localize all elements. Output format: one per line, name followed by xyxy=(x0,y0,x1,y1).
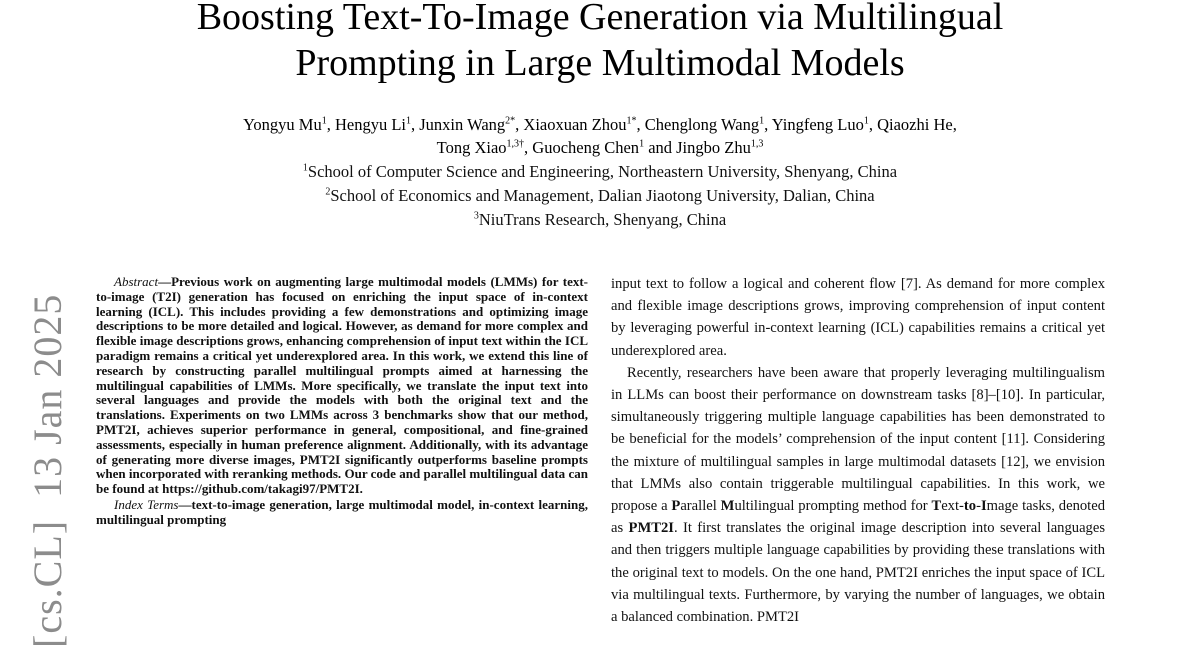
author-name: Tong Xiao xyxy=(436,138,507,157)
affiliation-list xyxy=(0,160,1200,232)
author-affiliation-mark: 1 xyxy=(863,115,869,127)
author-list: Yongyu Mu$^1$, Hengyu Li$^1$, Junxin Wang$^{2*}$, Xiaoxuan Zhou$^{1*}$, Chenglong Wang$^1$, Yingfeng Luo$^1$, Qiaozhi He, Tong Xiao$^{1,3\dagger}$, Guocheng Chen$^1$ and Jingbo Zhu$^{1,3}$ xyxy=(243,115,957,157)
author-name: Hengyu Li xyxy=(334,115,406,134)
method-name-part: arallel xyxy=(680,498,721,515)
intro-paragraph-2-end: . It first translates the original image description into several languages and then triggers multiple language capabilities by providing these translations with the original text to models. On the one hand, PMT2I enriches the input space of ICL via multilingual texts. Furthermore, by varying the number of languages, we obtain a balanced combination. PMT2I xyxy=(611,520,1105,626)
left-column xyxy=(96,275,588,528)
affiliation-mark: 3 xyxy=(473,210,479,222)
arxiv-side-stamp xyxy=(25,293,70,648)
method-name-part: - xyxy=(976,498,981,515)
intro-paragraph-2 xyxy=(611,362,1105,628)
author-affiliation-mark: 1 xyxy=(759,115,765,127)
index-terms-text: text-to-image generation, large multimodal model, in-context learning, multilingual prompting xyxy=(96,496,588,527)
affiliation-text: School of Computer Science and Engineering, Northeastern University, Shenyang, China xyxy=(307,162,898,181)
author-name: Junxin Wang xyxy=(419,115,506,134)
index-terms xyxy=(96,498,588,528)
method-name-part: PMT2I xyxy=(628,520,674,537)
abstract-text: Previous work on augmenting large multimodal models (LMMs) for text-to-image (T2I) generation has focused on enriching the input space of in-context learning (ICL). This includes providing a few demonstrations and optimizing image descriptions to be more detailed and logical. However, as demand for more complex and flexible image descriptions grows, enhancing comprehension of input text within the ICL paradigm remains a critical yet underexplored area. In this work, we extend this line of research by constructing parallel multilingual prompts aimed at harnessing the multilingual capabilities of LMMs. More specifically, we translate the input text into several languages and provide the models with both the original text and the translations. Experiments on two LMMs across 3 benchmarks show that our method, PMT2I, achieves superior performance in general, compositional, and fine-grained assessments, especially in human preference alignment. Additionally, with its advantage of generating more diverse images, PMT2I significantly outperforms baseline prompts when incorporated with reranking methods. Our code and parallel multilingual data can be found at https://github.com/takagi97/PMT2I. xyxy=(96,274,588,497)
method-name-part: to xyxy=(963,498,977,515)
arxiv-category: [cs.CL] xyxy=(25,519,70,648)
intro-paragraph-2-start: Recently, researchers have been aware that properly leveraging multilingualism in LLMs can boost their performance on downstream tasks [8]–[10]. In particular, simultaneously triggering multiple language capabilities has been demonstrated to be beneficial for the models’ comprehension of the input content [11]. Considering the mixture of multilingual samples in large multimodal datasets [12], we envision that LMMs also contain triggerable multilingual capabilities. In this work, we propose a xyxy=(611,364,1105,515)
abstract-dash: — xyxy=(158,274,172,289)
author-affiliation-mark: 1,3 xyxy=(750,138,764,150)
affiliation xyxy=(0,184,1200,208)
method-name-part: T xyxy=(931,498,942,515)
author-name: Yongyu Mu xyxy=(243,115,322,134)
author-name: Xiaoxuan Zhou xyxy=(523,115,627,134)
author-affiliation-mark: 1 xyxy=(405,115,411,127)
author-name: Yingfeng Luo xyxy=(771,115,864,134)
affiliation xyxy=(0,160,1200,184)
method-name-part: mage tasks, denoted as xyxy=(611,498,1105,537)
author-affiliation-mark: 1* xyxy=(626,115,637,127)
method-name-part: ultilingual prompting method for xyxy=(734,498,932,515)
paper-title xyxy=(0,0,1200,86)
method-name-part: P xyxy=(671,498,681,515)
affiliation xyxy=(0,208,1200,232)
title-line-2: Prompting in Large Multimodal Models xyxy=(295,42,905,84)
author-affiliation-mark: 2* xyxy=(505,115,516,127)
arxiv-date: 13 Jan 2025 xyxy=(25,293,70,498)
method-name-part: ext- xyxy=(941,498,964,515)
method-name-part: M xyxy=(720,498,735,515)
author-affiliation-mark: 1 xyxy=(639,138,645,150)
right-column xyxy=(611,273,1105,628)
method-name-part: I xyxy=(980,498,987,515)
author-affiliation-mark: 1,3† xyxy=(506,138,525,150)
author-name: Guocheng Chen xyxy=(532,138,640,157)
affiliation-mark: 2 xyxy=(325,186,331,198)
author-name: Chenglong Wang xyxy=(644,115,760,134)
index-terms-dash: — xyxy=(178,496,192,512)
title-line-1: Boosting Text-To-Image Generation via Multilingual xyxy=(196,0,1004,38)
abstract-label: Abstract xyxy=(114,274,159,289)
affiliation-mark: 1 xyxy=(302,162,308,174)
intro-paragraph-1: input text to follow a logical and coherent flow [7]. As demand for more complex and flexible image descriptions grows, improving comprehension of input content by leveraging powerful in-context learning (ICL) capabilities remains a critical yet underexplored area. xyxy=(611,276,1105,359)
author-affiliation-mark: 1 xyxy=(321,115,327,127)
author-name: Qiaozhi He xyxy=(877,115,953,134)
affiliation-text: NiuTrans Research, Shenyang, China xyxy=(478,210,727,229)
author-and: and xyxy=(648,138,673,157)
affiliation-text: School of Economics and Management, Dalian Jiaotong University, Dalian, China xyxy=(330,186,875,205)
index-terms-label: Index Terms xyxy=(114,496,179,512)
author-name: Jingbo Zhu xyxy=(676,138,751,157)
abstract xyxy=(96,275,588,497)
